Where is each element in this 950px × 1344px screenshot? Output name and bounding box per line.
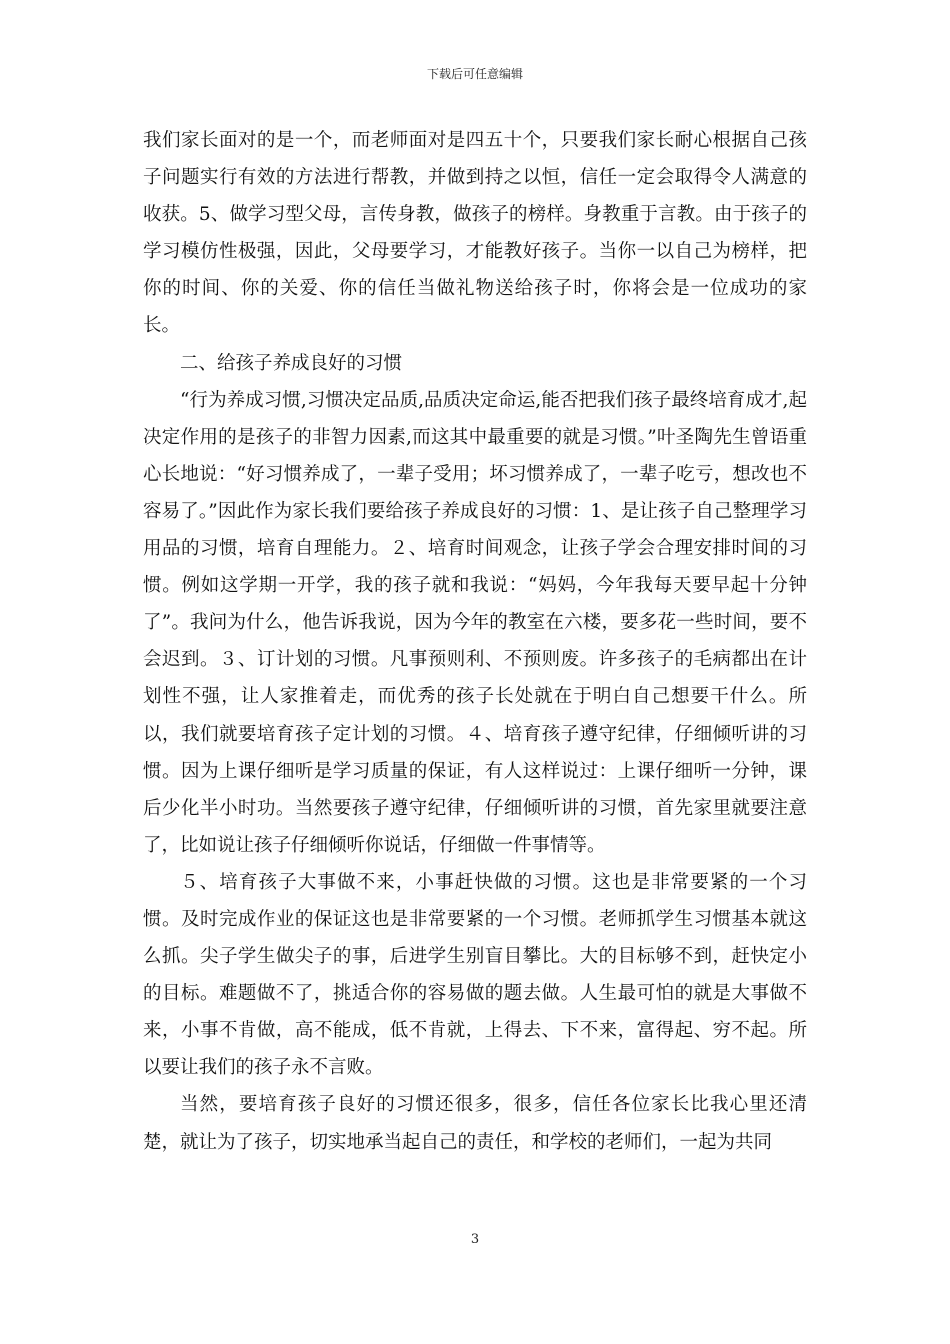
page-header: 下载后可任意编辑 xyxy=(426,67,523,81)
page-number: 3 xyxy=(470,1232,480,1247)
paragraph-habit-5: ５、培育孩子大事做不来，小事赶快做的习惯。这也是非常要紧的一个习惯。及时完成作业的保证这也是非常要紧的一个习惯。老师抓学生习惯基本就这么抓。尖子学生做尖子的事，后进学生别盲目攀比。大的目标够不到，赶快定小的目标。难题做不了，挑适合你的容易做的题去做。人生最可怕的就是大事做不来，小事不肯做，高不能成，低不肯就，上得去、下不来，富得起、穷不起。所以要让我们的孩子永不言败。 xyxy=(143,871,807,1079)
paragraph-continuation: 我们家长面对的是一个，而老师面对是四五十个，只要我们家长耐心根据自己孩子问题实行有效的方法进行帮教，并做到持之以恒，信任一定会取得令人满意的收获。5、做学习型父母，言传身教，做孩子的榜样。身教重于言教。由于孩子的学习模仿性极强，因此，父母要学习，才能教好孩子。当你一以自己为榜样，把你的时间、你的关爱、你的信任当做礼物送给孩子时，你将会是一位成功的家长。 xyxy=(143,130,807,337)
paragraph-habits: “行为养成习惯,习惯决定品质,品质决定命运,能否把我们孩子最终培育成才,起决定作用的是孩子的非智力因素,而这其中最重要的就是习惯。”叶圣陶先生曾语重心长地说：“好习惯养成了，一辈子受用；坏习惯养成了，一辈子吃亏，想改也不容易了。”因此作为家长我们要给孩子养成良好的习惯：1、是让孩子自己整理学习用品的习惯，培育自理能力。２、培育时间观念，让孩子学会合理安排时间的习惯。例如这学期一开学，我的孩子就和我说：“妈妈，今年我每天要早起十分钟了”。我问为什么，他告诉我说，因为今年的教室在六楼，要多花一些时间，要不会迟到。３、订计划的习惯。凡事预则利、不预则废。许多孩子的毛病都出在计划性不强，让人家推着走，而优秀的孩子长处就在于明白自己想要干什么。所以，我们就要培育孩子定计划的习惯。４、培育孩子遵守纪律，仔细倾听讲的习惯。因为上课仔细听是学习质量的保证，有人这样说过：上课仔细听一分钟，课后少化半小时功。当然要孩子遵守纪律，仔细倾听讲的习惯，首先家里就要注意了，比如说让孩子仔细倾听你说话，仔细做一件事情等。 xyxy=(143,389,807,856)
section-heading: 二、给孩子养成良好的习惯 xyxy=(180,352,403,374)
paragraph-conclusion: 当然，要培育孩子良好的习惯还很多，很多，信任各位家长比我心里还清楚，就让为了孩子，切实地承当起自己的责任，和学校的老师们，一起为共同 xyxy=(143,1094,807,1153)
document-body xyxy=(143,122,807,1161)
